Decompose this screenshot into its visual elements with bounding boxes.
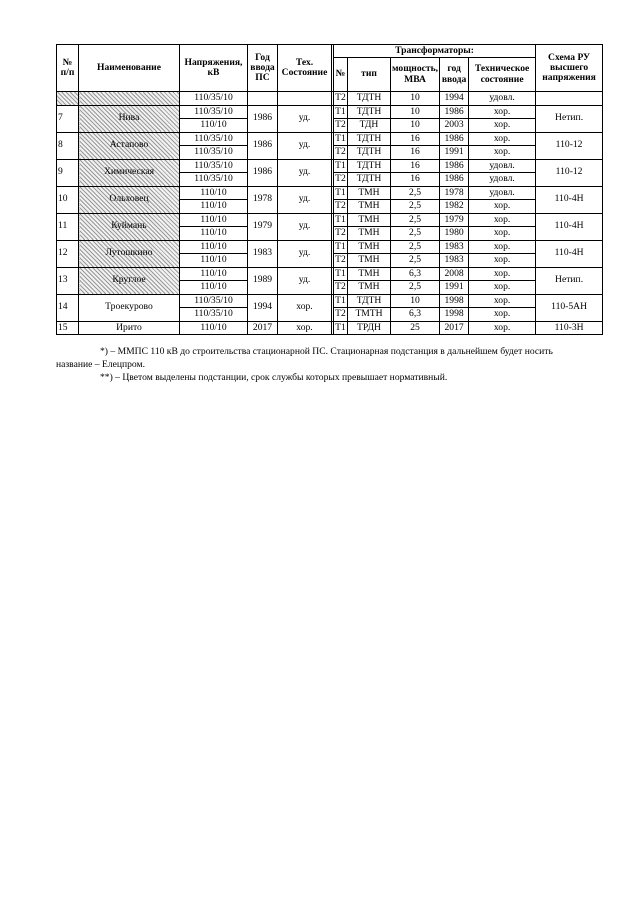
transformer-power-cell: 10 bbox=[391, 294, 440, 308]
transformer-state-cell: хор. bbox=[469, 267, 536, 281]
scheme-cell bbox=[536, 92, 603, 106]
voltage-cell: 110/10 bbox=[180, 321, 248, 335]
transformer-state-cell: хор. bbox=[469, 132, 536, 146]
transformer-type-cell: ТДТН bbox=[348, 105, 391, 119]
transformer-year-cell: 2017 bbox=[440, 321, 469, 335]
header-state: Тех. Состояние bbox=[278, 45, 332, 92]
transformer-type-cell: ТМН bbox=[348, 267, 391, 281]
transformer-num-cell: Т1 bbox=[335, 159, 346, 171]
station-name-cell: Куймань bbox=[79, 213, 180, 240]
voltage-cell: 110/35/10 bbox=[180, 146, 248, 160]
station-name-cell: Нива bbox=[79, 105, 180, 132]
transformer-power-cell: 6,3 bbox=[391, 267, 440, 281]
station-name-cell: Химическая bbox=[79, 159, 180, 186]
transformer-state-cell: хор. bbox=[469, 294, 536, 308]
voltage-cell: 110/10 bbox=[180, 281, 248, 295]
station-year-cell: 1994 bbox=[248, 294, 278, 321]
transformer-num-cell: Т2 bbox=[335, 119, 346, 131]
transformer-power-cell: 2,5 bbox=[391, 227, 440, 241]
station-name-cell: Ольховец bbox=[79, 186, 180, 213]
transformer-type-cell: ТМН bbox=[348, 186, 391, 200]
transformer-type-cell: ТМН bbox=[348, 240, 391, 254]
footnotes bbox=[56, 345, 616, 384]
header-scheme: Схема РУ высшего напряжения bbox=[536, 45, 603, 92]
station-num-cell: 12 bbox=[57, 240, 79, 267]
transformer-type-cell: ТМН bbox=[348, 213, 391, 227]
transformer-year-cell: 1986 bbox=[440, 105, 469, 119]
transformer-year-cell: 1998 bbox=[440, 308, 469, 322]
footnote-1: *) – ММПС 110 кВ до строительства стационарной ПС. Стационарная подстанция в дальнейшем будет носить bbox=[100, 346, 553, 357]
transformer-type-cell: ТМН bbox=[348, 254, 391, 268]
table-row bbox=[57, 321, 603, 335]
transformer-power-cell: 10 bbox=[391, 105, 440, 119]
station-num-cell: 11 bbox=[57, 213, 79, 240]
scheme-cell: 110-4Н bbox=[536, 213, 603, 240]
voltage-cell: 110/10 bbox=[180, 186, 248, 200]
transformer-year-cell: 1991 bbox=[440, 146, 469, 160]
scheme-cell: 110-4Н bbox=[536, 240, 603, 267]
transformer-num-cell: Т2 bbox=[335, 92, 346, 104]
station-name-cell: Лутошкино bbox=[79, 240, 180, 267]
scheme-cell: 110-12 bbox=[536, 159, 603, 186]
transformer-power-cell: 2,5 bbox=[391, 213, 440, 227]
voltage-cell: 110/10 bbox=[180, 254, 248, 268]
transformer-year-cell: 1978 bbox=[440, 186, 469, 200]
voltage-cell: 110/35/10 bbox=[180, 308, 248, 322]
header-num: № п/п bbox=[57, 45, 79, 92]
transformer-num-cell: Т2 bbox=[335, 173, 346, 185]
transformer-state-cell: хор. bbox=[469, 281, 536, 295]
transformer-state-cell: хор. bbox=[469, 227, 536, 241]
transformer-num-cell: Т2 bbox=[335, 281, 346, 293]
year-cell bbox=[248, 92, 278, 106]
transformer-year-cell: 2008 bbox=[440, 267, 469, 281]
transformer-type-cell: ТМН bbox=[348, 200, 391, 214]
transformer-num-cell: Т2 bbox=[335, 200, 346, 212]
transformer-num-cell: Т1 bbox=[335, 105, 346, 117]
header-voltage: Напряжения, кВ bbox=[180, 45, 248, 92]
table-row bbox=[57, 159, 603, 173]
station-year-cell: 1989 bbox=[248, 267, 278, 294]
transformer-power-cell: 10 bbox=[391, 119, 440, 133]
station-name-cell: Астапово bbox=[79, 132, 180, 159]
voltage-cell: 110/10 bbox=[180, 240, 248, 254]
voltage-cell: 110/35/10 bbox=[180, 132, 248, 146]
table-row bbox=[57, 213, 603, 227]
station-state-cell: уд. bbox=[278, 267, 332, 294]
scheme-cell: 110-4Н bbox=[536, 186, 603, 213]
transformer-power-cell: 10 bbox=[391, 92, 440, 106]
transformer-num-cell: Т1 bbox=[335, 240, 346, 252]
transformer-year-cell: 1983 bbox=[440, 240, 469, 254]
voltage-cell: 110/10 bbox=[180, 119, 248, 133]
transformer-year-cell: 1998 bbox=[440, 294, 469, 308]
station-state-cell: уд. bbox=[278, 186, 332, 213]
transformer-num-cell: Т1 bbox=[335, 294, 346, 306]
transformer-year-cell: 1982 bbox=[440, 200, 469, 214]
substations-table bbox=[56, 44, 603, 335]
station-year-cell: 1986 bbox=[248, 132, 278, 159]
footnote-1-continuation: название – Елецпром. bbox=[56, 359, 146, 370]
transformer-state-cell: удовл. bbox=[469, 173, 536, 187]
transformer-power-cell: 16 bbox=[391, 173, 440, 187]
table-row bbox=[57, 267, 603, 281]
header-name: Наименование bbox=[79, 45, 180, 92]
transformer-num-cell: Т1 bbox=[335, 267, 346, 279]
transformer-power-cell: 2,5 bbox=[391, 281, 440, 295]
transformer-type-cell: ТМН bbox=[348, 281, 391, 295]
voltage-cell: 110/10 bbox=[180, 200, 248, 214]
station-num-cell: 8 bbox=[57, 132, 79, 159]
transformer-num-cell: Т1 bbox=[335, 321, 346, 333]
station-state-cell: уд. bbox=[278, 132, 332, 159]
table-row bbox=[57, 240, 603, 254]
scheme-cell: 110-5АН bbox=[536, 294, 603, 321]
transformer-type-cell: ТМН bbox=[348, 227, 391, 241]
transformer-power-cell: 16 bbox=[391, 146, 440, 160]
continuation-num-cell bbox=[57, 92, 79, 106]
table-row bbox=[57, 132, 603, 146]
station-year-cell: 1983 bbox=[248, 240, 278, 267]
station-name-cell: Ирито bbox=[79, 321, 180, 335]
station-year-cell: 1978 bbox=[248, 186, 278, 213]
transformer-type-cell: ТРДН bbox=[348, 321, 391, 335]
station-year-cell: 1979 bbox=[248, 213, 278, 240]
station-num-cell: 9 bbox=[57, 159, 79, 186]
transformer-type-cell: ТДТН bbox=[348, 173, 391, 187]
voltage-cell: 110/35/10 bbox=[180, 173, 248, 187]
transformer-state-cell: хор. bbox=[469, 119, 536, 133]
station-state-cell: хор. bbox=[278, 321, 332, 335]
station-name-cell: Круглое bbox=[79, 267, 180, 294]
transformer-state-cell: удовл. bbox=[469, 186, 536, 200]
transformer-power-cell: 6,3 bbox=[391, 308, 440, 322]
transformer-year-cell: 1986 bbox=[440, 173, 469, 187]
transformer-num-cell: Т2 bbox=[335, 146, 346, 158]
transformer-power-cell: 2,5 bbox=[391, 186, 440, 200]
transformer-power-cell: 2,5 bbox=[391, 200, 440, 214]
header-t-type: тип bbox=[348, 58, 391, 92]
transformer-state-cell: хор. bbox=[469, 146, 536, 160]
transformer-year-cell: 1991 bbox=[440, 281, 469, 295]
scheme-cell: Нетип. bbox=[536, 105, 603, 132]
header-year: Год ввода ПС bbox=[248, 45, 278, 92]
transformer-state-cell: хор. bbox=[469, 254, 536, 268]
voltage-cell: 110/35/10 bbox=[180, 159, 248, 173]
voltage-cell: 110/35/10 bbox=[180, 294, 248, 308]
voltage-cell: 110/35/10 bbox=[180, 105, 248, 119]
state-cell bbox=[278, 92, 332, 106]
header-transformers: Трансформаторы: bbox=[334, 45, 536, 58]
transformer-power-cell: 16 bbox=[391, 159, 440, 173]
transformer-num-cell: Т1 bbox=[335, 132, 346, 144]
voltage-cell: 110/10 bbox=[180, 227, 248, 241]
table-row bbox=[57, 294, 603, 308]
transformer-num-cell: Т2 bbox=[335, 227, 346, 239]
transformer-type-cell: ТДТН bbox=[348, 92, 391, 106]
header-t-year: год ввода bbox=[440, 58, 469, 92]
table-body bbox=[57, 92, 603, 335]
continuation-name-cell bbox=[79, 92, 180, 106]
header-t-state: Техническое состояние bbox=[469, 58, 536, 92]
transformer-type-cell: ТДН bbox=[348, 119, 391, 133]
station-state-cell: уд. bbox=[278, 105, 332, 132]
station-name-cell: Троекурово bbox=[79, 294, 180, 321]
transformer-num-cell: Т1 bbox=[335, 186, 346, 198]
header-t-power: мощность, МВА bbox=[391, 58, 440, 92]
station-year-cell: 1986 bbox=[248, 105, 278, 132]
transformer-year-cell: 1983 bbox=[440, 254, 469, 268]
transformer-state-cell: хор. bbox=[469, 308, 536, 322]
header-t-num: № bbox=[334, 58, 348, 92]
footnote-2: **) – Цветом выделены подстанции, срок службы которых превышает нормативный. bbox=[100, 372, 448, 383]
transformer-year-cell: 1980 bbox=[440, 227, 469, 241]
station-num-cell: 14 bbox=[57, 294, 79, 321]
transformer-num-cell: Т2 bbox=[335, 254, 346, 266]
table-row bbox=[57, 186, 603, 200]
transformer-state-cell: удовл. bbox=[469, 159, 536, 173]
transformer-state-cell: хор. bbox=[469, 213, 536, 227]
transformer-state-cell: удовл. bbox=[469, 92, 536, 106]
station-num-cell: 7 bbox=[57, 105, 79, 132]
voltage-cell: 110/10 bbox=[180, 267, 248, 281]
transformer-type-cell: ТДТН bbox=[348, 132, 391, 146]
transformer-type-cell: ТДТН bbox=[348, 159, 391, 173]
transformer-num-cell: Т2 bbox=[335, 308, 346, 320]
transformer-year-cell: 1986 bbox=[440, 159, 469, 173]
station-year-cell: 2017 bbox=[248, 321, 278, 335]
station-num-cell: 15 bbox=[57, 321, 79, 335]
transformer-year-cell: 1994 bbox=[440, 92, 469, 106]
transformer-power-cell: 2,5 bbox=[391, 240, 440, 254]
transformer-state-cell: хор. bbox=[469, 321, 536, 335]
transformer-year-cell: 1979 bbox=[440, 213, 469, 227]
transformer-type-cell: ТДТН bbox=[348, 294, 391, 308]
transformer-state-cell: хор. bbox=[469, 105, 536, 119]
voltage-cell: 110/10 bbox=[180, 213, 248, 227]
transformer-year-cell: 1986 bbox=[440, 132, 469, 146]
station-state-cell: уд. bbox=[278, 159, 332, 186]
transformer-state-cell: хор. bbox=[469, 200, 536, 214]
transformer-power-cell: 25 bbox=[391, 321, 440, 335]
scheme-cell: 110-12 bbox=[536, 132, 603, 159]
transformer-type-cell: ТДТН bbox=[348, 146, 391, 160]
station-year-cell: 1986 bbox=[248, 159, 278, 186]
transformer-state-cell: хор. bbox=[469, 240, 536, 254]
transformer-num-cell: Т1 bbox=[335, 213, 346, 225]
scheme-cell: Нетип. bbox=[536, 267, 603, 294]
voltage-cell: 110/35/10 bbox=[180, 92, 248, 106]
transformer-year-cell: 2003 bbox=[440, 119, 469, 133]
table-row bbox=[57, 105, 603, 119]
station-state-cell: уд. bbox=[278, 240, 332, 267]
station-num-cell: 13 bbox=[57, 267, 79, 294]
transformer-power-cell: 16 bbox=[391, 132, 440, 146]
transformer-power-cell: 2,5 bbox=[391, 254, 440, 268]
table-row bbox=[57, 92, 603, 106]
transformer-type-cell: ТМТН bbox=[348, 308, 391, 322]
station-state-cell: уд. bbox=[278, 213, 332, 240]
station-num-cell: 10 bbox=[57, 186, 79, 213]
scheme-cell: 110-3Н bbox=[536, 321, 603, 335]
station-state-cell: хор. bbox=[278, 294, 332, 321]
